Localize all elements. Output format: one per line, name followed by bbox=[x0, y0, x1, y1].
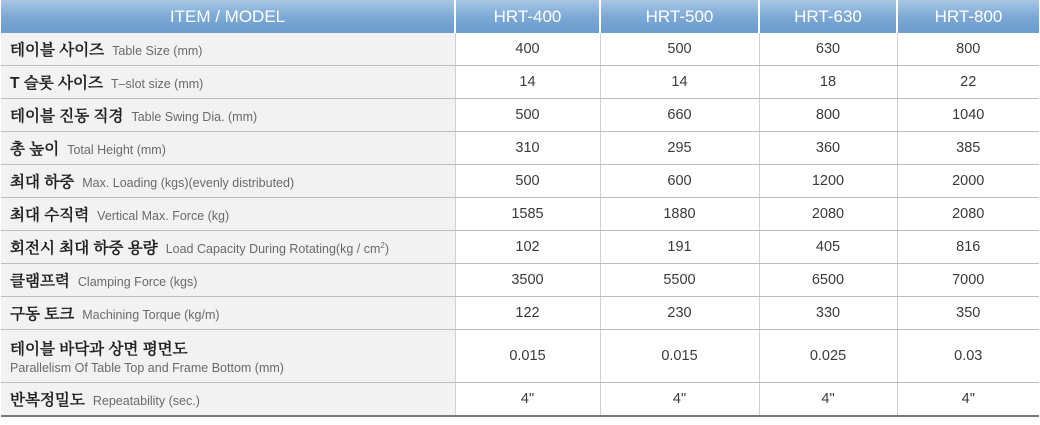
row-label-en: Table Size (mm) bbox=[112, 44, 203, 58]
table-cell: 18 bbox=[759, 66, 897, 99]
table-cell: 405 bbox=[759, 231, 897, 264]
table-row-vertical-max-force bbox=[1, 198, 1039, 231]
table-cell: 350 bbox=[897, 297, 1039, 330]
table-cell: 122 bbox=[455, 297, 600, 330]
table-cell: 360 bbox=[759, 132, 897, 165]
table-cell: 230 bbox=[600, 297, 759, 330]
row-label-en bbox=[166, 242, 389, 256]
table-cell: 5500 bbox=[600, 264, 759, 297]
table-row-table-size bbox=[1, 33, 1039, 66]
table-cell: 4" bbox=[897, 383, 1039, 417]
row-label-en: Vertical Max. Force (kg) bbox=[97, 209, 230, 223]
header-model-hrt-630: HRT-630 bbox=[759, 0, 897, 33]
row-label-ko: 최대 하중 bbox=[10, 174, 75, 191]
table-cell: 500 bbox=[455, 165, 600, 198]
table-cell: 500 bbox=[455, 99, 600, 132]
row-label-en-text: Load Capacity During Rotating(kg / cm bbox=[165, 242, 381, 256]
table-cell: 295 bbox=[600, 132, 759, 165]
spec-table bbox=[1, 0, 1039, 417]
table-cell: 4" bbox=[600, 383, 759, 417]
row-label-ko: 총 높이 bbox=[10, 141, 60, 158]
table-cell: 14 bbox=[600, 66, 759, 99]
table-row-total-height bbox=[1, 132, 1039, 165]
row-label-ko: 클램프력 bbox=[10, 273, 70, 290]
row-label-en: Total Height (mm) bbox=[67, 143, 166, 157]
table-cell: 310 bbox=[455, 132, 600, 165]
table-cell: 22 bbox=[897, 66, 1039, 99]
table-cell: 660 bbox=[600, 99, 759, 132]
row-label bbox=[1, 198, 455, 231]
table-cell: 0.015 bbox=[600, 330, 759, 383]
row-label bbox=[1, 231, 455, 264]
row-label bbox=[1, 165, 455, 198]
table-cell: 1040 bbox=[897, 99, 1039, 132]
table-cell: 1200 bbox=[759, 165, 897, 198]
table-cell: 816 bbox=[897, 231, 1039, 264]
row-label bbox=[1, 297, 455, 330]
table-cell: 600 bbox=[600, 165, 759, 198]
table-cell: 1880 bbox=[600, 198, 759, 231]
table-cell: 2080 bbox=[897, 198, 1039, 231]
table-row-t-slot-size bbox=[1, 66, 1039, 99]
row-label-en-tail: ) bbox=[384, 242, 389, 256]
table-row-max-loading bbox=[1, 165, 1039, 198]
header-row bbox=[1, 0, 1039, 33]
header-item-model: ITEM / MODEL bbox=[1, 0, 455, 33]
row-label-ko: T 슬롯 사이즈 bbox=[10, 75, 103, 92]
row-label bbox=[1, 383, 455, 417]
table-cell: 630 bbox=[759, 33, 897, 66]
table-cell: 0.025 bbox=[759, 330, 897, 383]
row-label-en: T–slot size (mm) bbox=[110, 77, 204, 91]
row-label-ko: 테이블 진동 직경 bbox=[10, 108, 124, 125]
table-cell: 800 bbox=[897, 33, 1039, 66]
row-label-ko: 테이블 바닥과 상면 평면도 bbox=[10, 341, 188, 358]
table-cell: 3500 bbox=[455, 264, 600, 297]
row-label-ko: 최대 수직력 bbox=[10, 207, 90, 224]
table-cell: 0.015 bbox=[455, 330, 600, 383]
table-cell: 4" bbox=[455, 383, 600, 417]
table-row-parallelism bbox=[1, 330, 1039, 383]
header-model-hrt-500: HRT-500 bbox=[600, 0, 759, 33]
table-cell: 330 bbox=[759, 297, 897, 330]
table-cell: 2000 bbox=[897, 165, 1039, 198]
row-label-en: Max. Loading (kgs)(evenly distributed) bbox=[82, 176, 295, 190]
table-cell: 7000 bbox=[897, 264, 1039, 297]
row-label-en: Repeatability (sec.) bbox=[92, 394, 200, 408]
row-label bbox=[1, 33, 455, 66]
table-cell: 500 bbox=[600, 33, 759, 66]
row-label bbox=[1, 264, 455, 297]
row-label bbox=[1, 66, 455, 99]
row-label-en-superscript: 2 bbox=[380, 240, 385, 250]
table-cell: 191 bbox=[600, 231, 759, 264]
table-cell: 800 bbox=[759, 99, 897, 132]
header-model-hrt-400: HRT-400 bbox=[455, 0, 600, 33]
header-model-hrt-800: HRT-800 bbox=[897, 0, 1039, 33]
row-label-en: Clamping Force (kgs) bbox=[77, 275, 198, 289]
row-label bbox=[1, 132, 455, 165]
table-cell: 2080 bbox=[759, 198, 897, 231]
row-label-ko: 구동 토크 bbox=[10, 306, 75, 323]
table-cell: 4" bbox=[759, 383, 897, 417]
table-row-clamping-force bbox=[1, 264, 1039, 297]
table-row-load-capacity-rotating bbox=[1, 231, 1039, 264]
row-label bbox=[1, 330, 455, 383]
table-cell: 102 bbox=[455, 231, 600, 264]
table-cell: 1585 bbox=[455, 198, 600, 231]
table-cell: 6500 bbox=[759, 264, 897, 297]
table-cell: 400 bbox=[455, 33, 600, 66]
row-label-ko: 반복정밀도 bbox=[10, 392, 85, 409]
row-label-en: Table Swing Dia. (mm) bbox=[131, 110, 258, 124]
row-label-en: Machining Torque (kg/m) bbox=[82, 308, 220, 322]
table-row-repeatability bbox=[1, 383, 1039, 417]
table-cell: 385 bbox=[897, 132, 1039, 165]
table-cell: 14 bbox=[455, 66, 600, 99]
row-label bbox=[1, 99, 455, 132]
table-row-table-swing-dia bbox=[1, 99, 1039, 132]
table-row-machining-torque bbox=[1, 297, 1039, 330]
row-label-en: Parallelism Of Table Top and Frame Bottom (mm) bbox=[10, 361, 284, 375]
row-label-ko: 테이블 사이즈 bbox=[10, 42, 105, 59]
table-cell: 0.03 bbox=[897, 330, 1039, 383]
row-label-ko: 회전시 최대 하중 용량 bbox=[10, 240, 158, 257]
